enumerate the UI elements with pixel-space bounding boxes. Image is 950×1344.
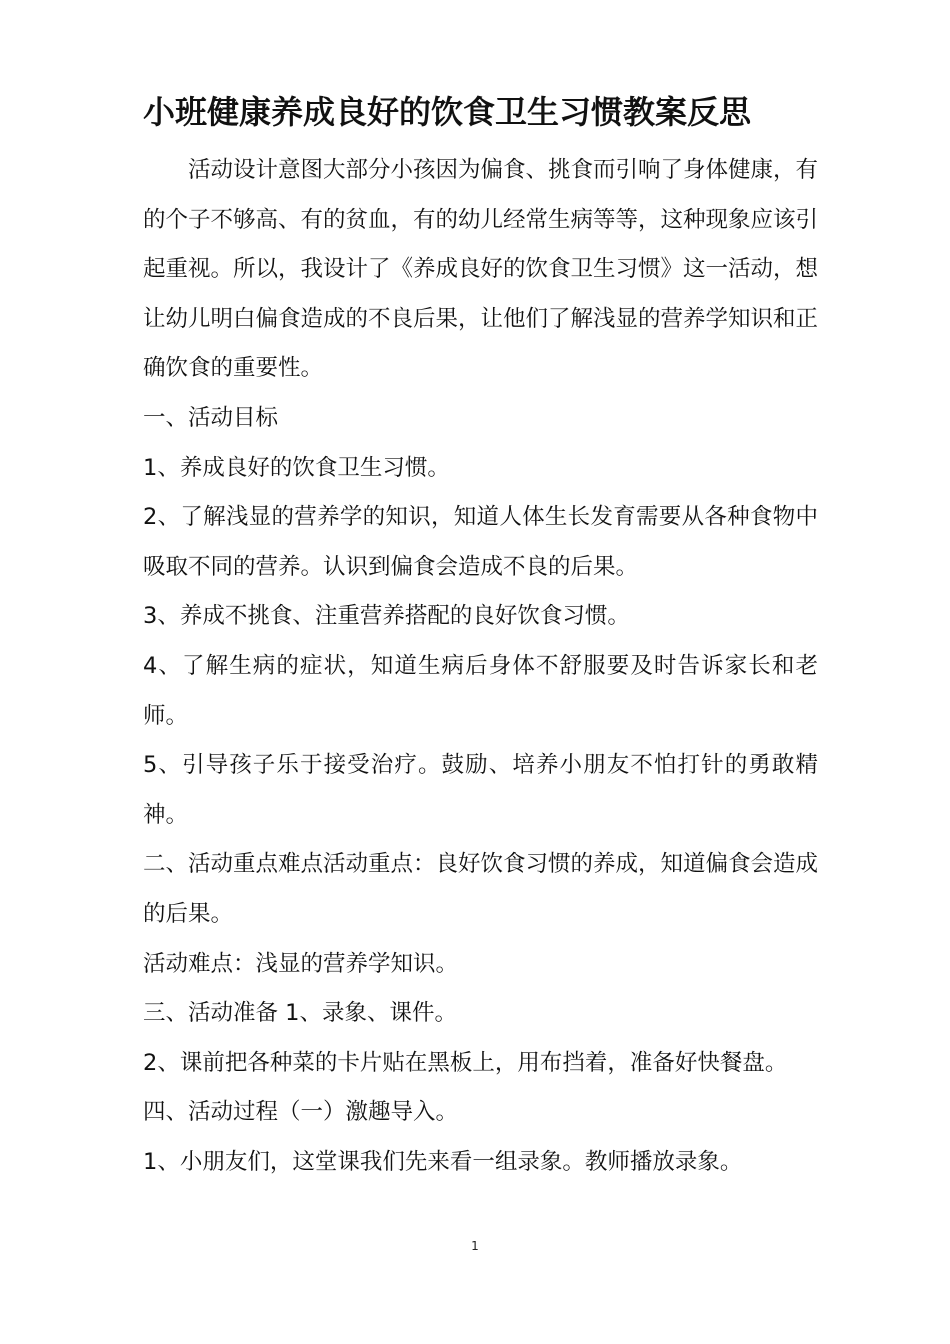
page-number: 1	[471, 1239, 479, 1253]
document-title: 小班健康养成良好的饮食卫生习惯教案反思	[143, 93, 752, 131]
heading-process: 四、活动过程（一）激趣导入。	[143, 1099, 459, 1126]
goal-item-2: 2、了解浅显的营养学的知识，知道人体生长发育需要从各种食物中吸取不同的营养。认识到偏食会造成不良的后果。	[143, 504, 818, 580]
paragraph-difficulty: 活动难点：浅显的营养学知识。	[143, 950, 459, 977]
document-body	[143, 146, 818, 1187]
heading-preparation: 三、活动准备 1、录象、课件。	[143, 1000, 457, 1027]
heading-key-points: 二、活动重点难点活动重点：良好饮食习惯的养成，知道偏食会造成的后果。	[143, 851, 819, 927]
paragraph-design-intent: 活动设计意图大部分小孩因为偏食、挑食而引响了身体健康，有的个子不够高、有的贫血，有的幼儿经常生病等等，这种现象应该引起重视。所以，我设计了《养成良好的饮食卫生习惯》这一活动，想让幼儿明白偏食造成的不良后果，让他们了解浅显的营养学知识和正确饮食的重要性。	[143, 157, 819, 382]
heading-activity-goals: 一、活动目标	[143, 404, 279, 431]
goal-item-5: 5、引导孩子乐于接受治疗。鼓励、培养小朋友不怕打针的勇敢精神。	[143, 752, 818, 828]
goal-item-1: 1、养成良好的饮食卫生习惯。	[143, 454, 450, 481]
goal-item-4: 4、了解生病的症状，知道生病后身体不舒服要及时告诉家长和老师。	[143, 652, 818, 729]
goal-item-3: 3、养成不挑食、注重营养搭配的良好饮食习惯。	[143, 603, 630, 630]
preparation-item-2: 2、课前把各种菜的卡片贴在黑板上，用布挡着，准备好快餐盘。	[143, 1049, 788, 1076]
process-item-1: 1、小朋友们，这堂课我们先来看一组录象。教师播放录象。	[143, 1148, 743, 1175]
